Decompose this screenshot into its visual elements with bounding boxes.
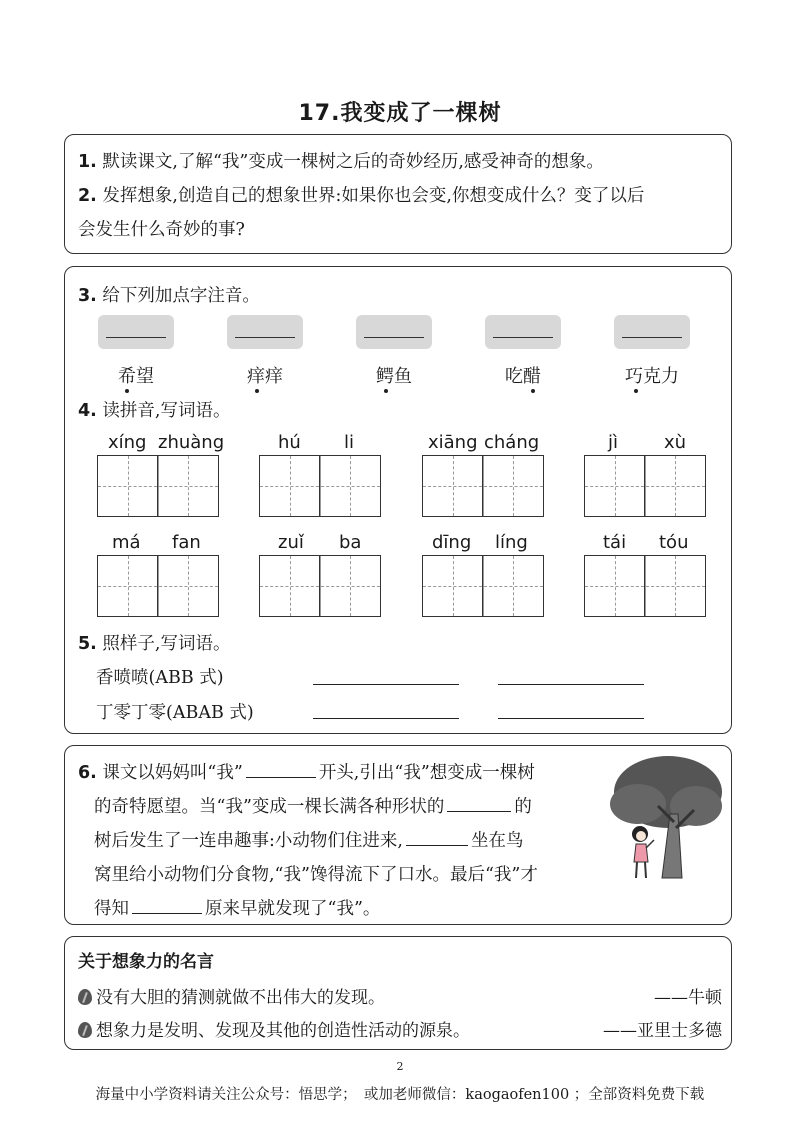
answer-line[interactable] bbox=[498, 718, 644, 719]
pinyin-syllable: tái bbox=[603, 532, 627, 553]
q6-line-4: 窝里给小动物们分食物,“我”馋得流下了口水。最后“我”才 bbox=[94, 865, 538, 885]
quote-author: ——牛顿 bbox=[654, 988, 722, 1008]
emphasis-dot bbox=[255, 389, 259, 393]
answer-line[interactable] bbox=[313, 684, 459, 685]
fill-blank[interactable] bbox=[447, 810, 511, 812]
quote-item: 想象力是发明、发现及其他的创造性活动的源泉。 bbox=[78, 1016, 470, 1041]
fill-blank[interactable] bbox=[246, 776, 316, 778]
pinyin-syllable: jì bbox=[608, 432, 619, 453]
q6-line-2: 的奇特愿望。当“我”变成一棵长满各种形状的 的 bbox=[94, 797, 532, 817]
q5-example-abab: 丁零丁零(ABAB 式) bbox=[96, 703, 254, 723]
pinyin-syllable: hú bbox=[278, 432, 301, 453]
q3-prompt: 3. 给下列加点字注音。 bbox=[78, 286, 260, 306]
leaf-icon bbox=[78, 1022, 92, 1038]
fill-blank[interactable] bbox=[406, 844, 468, 846]
goal-2-continued: 会发生什么奇妙的事? bbox=[78, 220, 245, 240]
q3-word: 希望 bbox=[118, 366, 154, 387]
pinyin-syllable: li bbox=[344, 432, 355, 453]
pinyin-syllable: fan bbox=[172, 532, 201, 553]
goal-1: 1. 默读课文,了解“我”变成一棵树之后的奇妙经历,感受神奇的想象。 bbox=[78, 152, 604, 172]
page-number: 2 bbox=[396, 1060, 404, 1073]
emphasis-dot bbox=[384, 389, 388, 393]
page-title: 17.我变成了一棵树 bbox=[298, 101, 502, 126]
q6-line-1: 6. 课文以妈妈叫“我” 开头,引出“我”想变成一棵树 bbox=[78, 763, 535, 783]
writing-grid[interactable] bbox=[259, 455, 381, 517]
emphasis-dot bbox=[634, 389, 638, 393]
footer-notice: 海量中小学资料请关注公众号：悟思学； 或加老师微信：kaogaofen100 ；全部资料免费下载 bbox=[95, 1087, 705, 1103]
pinyin-syllable: xiāng bbox=[428, 432, 478, 453]
q3-word: 吃醋 bbox=[505, 366, 541, 387]
answer-line[interactable] bbox=[313, 718, 459, 719]
pinyin-syllable: má bbox=[112, 532, 141, 553]
pinyin-answer-box[interactable] bbox=[614, 315, 690, 349]
writing-grid[interactable] bbox=[584, 455, 706, 517]
goal-2: 2. 发挥想象,创造自己的想象世界:如果你也会变,你想变成什么？变了以后 bbox=[78, 186, 645, 206]
pinyin-syllable: xíng bbox=[108, 432, 147, 453]
pinyin-answer-box[interactable] bbox=[485, 315, 561, 349]
fill-blank[interactable] bbox=[132, 912, 202, 914]
writing-grid[interactable] bbox=[97, 455, 219, 517]
q6-line-3: 树后发生了一连串趣事:小动物们住进来, 坐在鸟 bbox=[94, 831, 524, 851]
q3-word: 巧克力 bbox=[625, 366, 679, 387]
pinyin-syllable: tóu bbox=[659, 532, 689, 553]
pinyin-answer-box[interactable] bbox=[227, 315, 303, 349]
writing-grid[interactable] bbox=[584, 555, 706, 617]
writing-grid[interactable] bbox=[422, 455, 544, 517]
q5-example-abb: 香喷喷(ABB 式) bbox=[96, 668, 224, 688]
leaf-icon bbox=[78, 989, 92, 1005]
answer-line[interactable] bbox=[498, 684, 644, 685]
pinyin-syllable: cháng bbox=[484, 432, 540, 453]
q6-line-5: 得知 原来早就发现了“我”。 bbox=[94, 899, 381, 919]
q4-prompt: 4. 读拼音,写词语。 bbox=[78, 401, 231, 421]
q3-word: 鳄鱼 bbox=[376, 366, 412, 387]
pinyin-syllable: zuǐ bbox=[278, 532, 304, 553]
pinyin-syllable: zhuàng bbox=[158, 432, 225, 453]
q5-prompt: 5. 照样子,写词语。 bbox=[78, 634, 231, 654]
pinyin-syllable: dīng bbox=[432, 532, 472, 553]
q3-word: 痒痒 bbox=[247, 366, 283, 387]
writing-grid[interactable] bbox=[97, 555, 219, 617]
pinyin-syllable: líng bbox=[495, 532, 528, 553]
quote-author: ——亚里士多德 bbox=[603, 1021, 722, 1041]
pinyin-answer-box[interactable] bbox=[98, 315, 174, 349]
quote-item: 没有大胆的猜测就做不出伟大的发现。 bbox=[78, 983, 385, 1008]
writing-grid[interactable] bbox=[422, 555, 544, 617]
pinyin-syllable: ba bbox=[339, 532, 362, 553]
girl-and-tree-illustration bbox=[598, 754, 724, 884]
emphasis-dot bbox=[531, 389, 535, 393]
pinyin-answer-box[interactable] bbox=[356, 315, 432, 349]
quotes-heading: 关于想象力的名言 bbox=[78, 952, 214, 972]
writing-grid[interactable] bbox=[259, 555, 381, 617]
pinyin-syllable: xù bbox=[664, 432, 687, 453]
emphasis-dot bbox=[125, 389, 129, 393]
